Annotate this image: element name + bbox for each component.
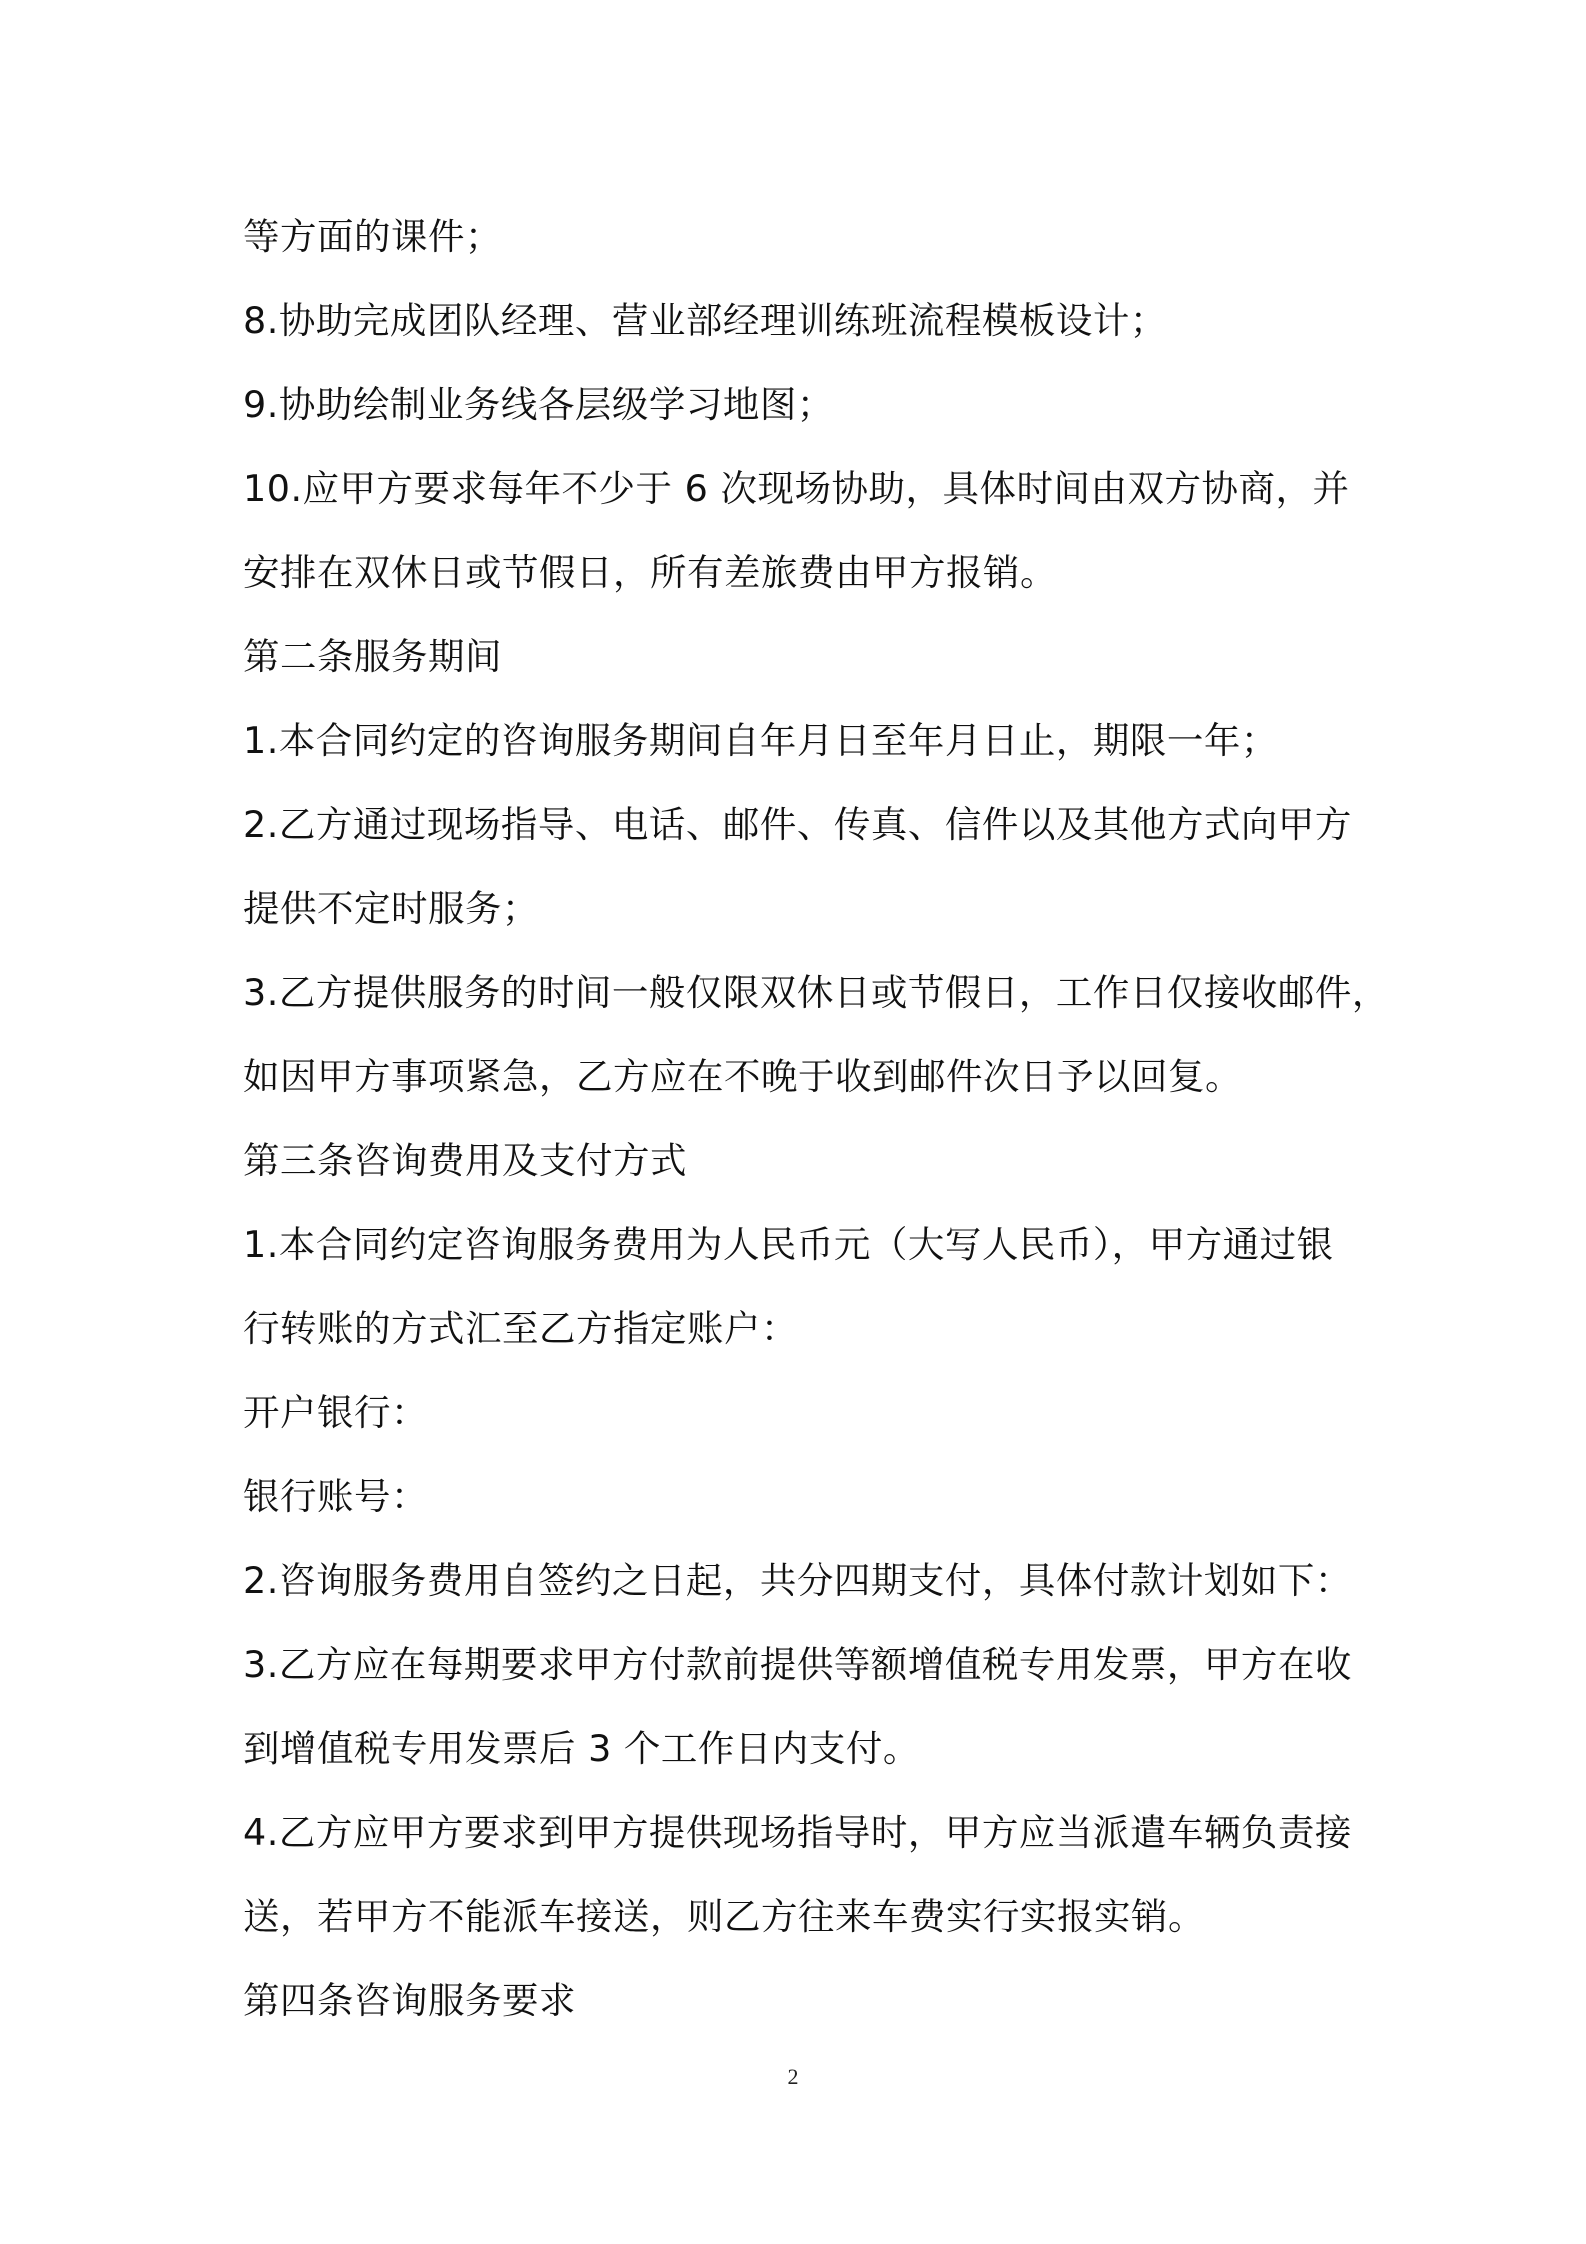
text-line-17: 2.咨询服务费用自签约之日起，共分四期支付，具体付款计划如下：	[243, 1559, 1352, 1602]
text-line-9: 提供不定时服务；	[243, 887, 539, 930]
text-line-20: 4.乙方应甲方要求到甲方提供现场指导时，甲方应当派遣车辆负责接	[243, 1811, 1352, 1854]
text-line-11: 如因甲方事项紧急，乙方应在不晚于收到邮件次日予以回复。	[243, 1055, 1242, 1098]
text-line-8: 2.乙方通过现场指导、电话、邮件、传真、信件以及其他方式向甲方	[243, 803, 1352, 846]
text-line-1: 等方面的课件；	[243, 215, 502, 258]
text-line-3: 9.协助绘制业务线各层级学习地图；	[243, 383, 834, 426]
document-body	[243, 195, 1389, 2043]
text-line-13: 1.本合同约定咨询服务费用为人民币元（大写人民币），甲方通过银	[243, 1223, 1334, 1266]
text-line-14: 行转账的方式汇至乙方指定账户：	[243, 1307, 798, 1350]
text-line-2: 8.协助完成团队经理、营业部经理训练班流程模板设计；	[243, 299, 1167, 342]
text-line-7: 1.本合同约定的咨询服务期间自年月日至年月日止，期限一年；	[243, 719, 1278, 762]
text-line-18: 3.乙方应在每期要求甲方付款前提供等额增值税专用发票，甲方在收	[243, 1643, 1352, 1686]
section-heading-3: 第三条咨询费用及支付方式	[243, 1139, 687, 1182]
bank-name-label: 开户银行：	[243, 1391, 428, 1434]
section-heading-2: 第二条服务期间	[243, 635, 502, 678]
page-number: 2	[787, 2064, 799, 2089]
text-line-4: 10.应甲方要求每年不少于 6 次现场协助，具体时间由双方协商，并	[243, 467, 1350, 510]
text-line-5: 安排在双休日或节假日，所有差旅费由甲方报销。	[243, 551, 1057, 594]
text-line-21: 送，若甲方不能派车接送，则乙方往来车费实行实报实销。	[243, 1895, 1205, 1938]
text-line-19: 到增值税专用发票后 3 个工作日内支付。	[243, 1727, 920, 1770]
text-line-10: 3.乙方提供服务的时间一般仅限双休日或节假日，工作日仅接收邮件，	[243, 971, 1389, 1014]
section-heading-4: 第四条咨询服务要求	[243, 1979, 576, 2022]
bank-account-label: 银行账号：	[243, 1475, 428, 1518]
